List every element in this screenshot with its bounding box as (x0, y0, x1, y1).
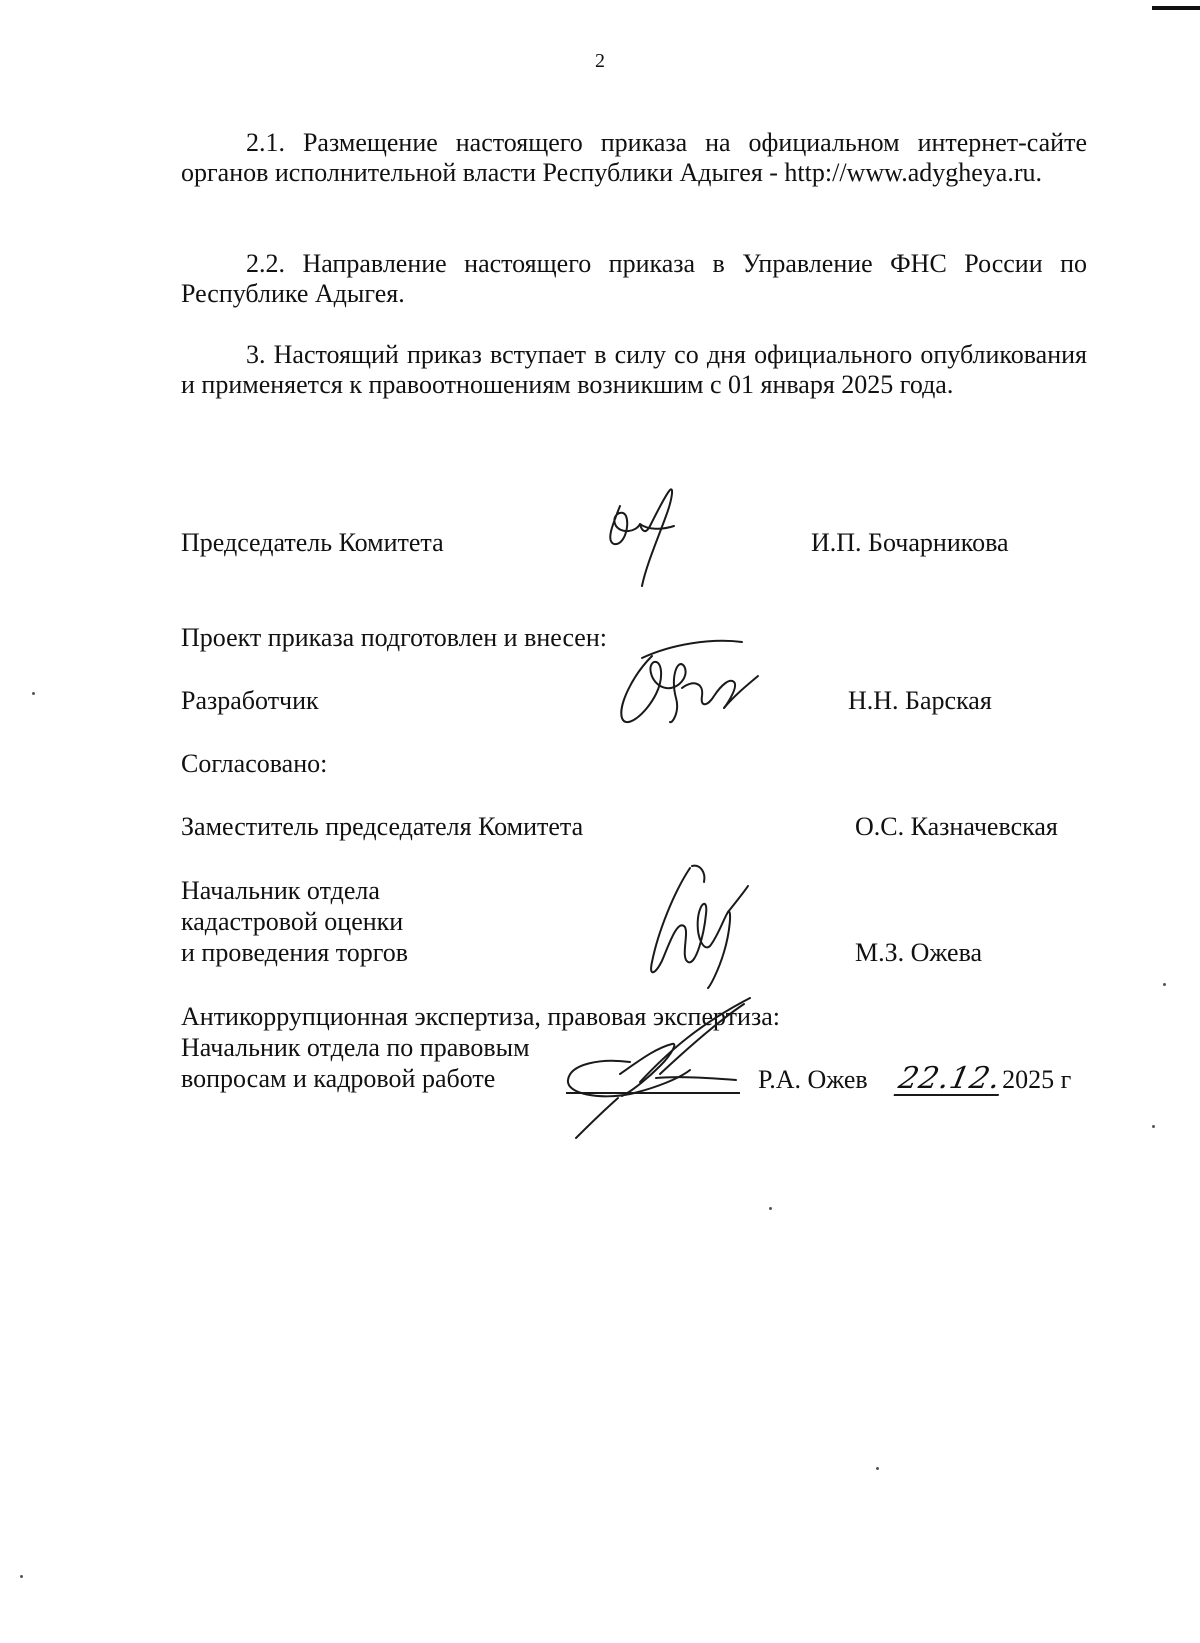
scan-speck (20, 1575, 23, 1578)
paragraph-3: 3. Настоящий приказ вступает в силу со дня официального опубликования и применяется к правоотношениям возникшим с 01 января 2025 года. (181, 340, 1087, 399)
scan-speck (1152, 1125, 1155, 1128)
head-cadastral-position-line-1: Начальник отдела (181, 876, 380, 905)
paragraph-2-2: 2.2. Направление настоящего приказа в Управление ФНС России по Республике Адыгея. (181, 249, 1087, 308)
page-number: 2 (595, 50, 605, 72)
expertise-name: Р.А. Ожев (758, 1065, 868, 1094)
head-cadastral-position-line-2: кадастровой оценки (181, 907, 404, 936)
expertise-position-line-1: Начальник отдела по правовым (181, 1033, 530, 1062)
handwritten-date: 22.12. (895, 1061, 1005, 1096)
developer-name: Н.Н. Барская (848, 686, 992, 715)
expertise-position-line-2: вопросам и кадровой работе (181, 1064, 496, 1093)
developer-position: Разработчик (181, 686, 319, 715)
developer-signature (612, 636, 762, 736)
agreed-heading: Согласовано: (181, 749, 328, 778)
expertise-signoff (758, 1061, 1072, 1096)
expertise-heading: Антикоррупционная экспертиза, правовая экспертиза: (181, 1002, 780, 1031)
prepared-heading: Проект приказа подготовлен и внесен: (181, 623, 607, 652)
chairman-name: И.П. Бочарникова (811, 528, 1009, 557)
deputy-position: Заместитель председателя Комитета (181, 812, 584, 841)
scan-edge-mark (1152, 6, 1200, 10)
scan-speck (876, 1467, 879, 1470)
deputy-name: О.С. Казначевская (855, 812, 1058, 841)
chairman-signature (600, 486, 690, 596)
scan-speck (769, 1207, 772, 1210)
head-cadastral-position-line-3: и проведения торгов (181, 938, 409, 967)
scan-speck (32, 692, 35, 695)
head-cadastral-signature (644, 862, 754, 990)
expertise-signature (560, 990, 760, 1140)
scan-speck (1163, 983, 1166, 986)
head-cadastral-name: М.З. Ожева (855, 938, 983, 967)
paragraph-2-1: 2.1. Размещение настоящего приказа на официальном интернет-сайте органов исполнительной власти Республики Адыгея - http://www.adygheya.ru. (181, 128, 1087, 187)
date-year: 2025 г (1002, 1065, 1072, 1094)
chairman-position: Председатель Комитета (181, 528, 444, 557)
